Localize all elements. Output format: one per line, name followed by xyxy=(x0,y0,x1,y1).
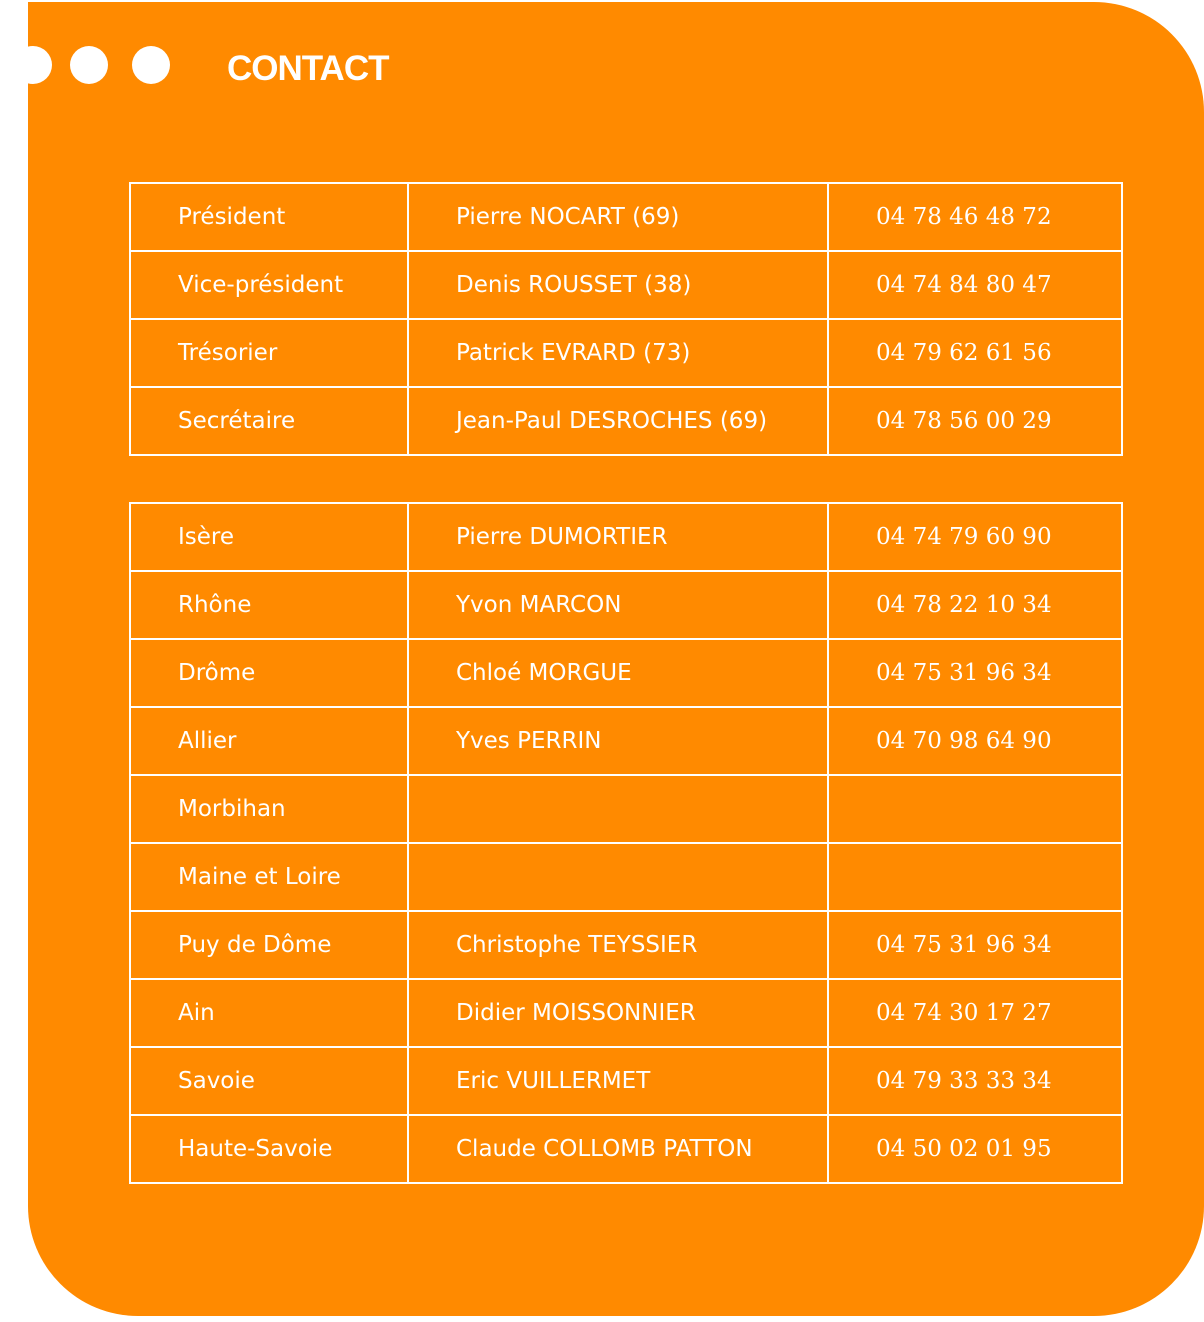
role-cell: Secrétaire xyxy=(130,387,408,455)
name-cell: Eric VUILLERMET xyxy=(408,1047,828,1115)
name-cell: Chloé MORGUE xyxy=(408,639,828,707)
dot-icon xyxy=(132,46,170,84)
table-row xyxy=(130,707,1122,775)
table-row xyxy=(130,251,1122,319)
name-cell: Didier MOISSONNIER xyxy=(408,979,828,1047)
name-cell: Denis ROUSSET (38) xyxy=(408,251,828,319)
table-row xyxy=(130,979,1122,1047)
role-cell: Vice-président xyxy=(130,251,408,319)
phone-cell: 04 75 31 96 34 xyxy=(828,911,1122,979)
phone-cell xyxy=(828,843,1122,911)
phone-cell: 04 78 22 10 34 xyxy=(828,571,1122,639)
table-row xyxy=(130,911,1122,979)
table-row xyxy=(130,183,1122,251)
region-cell: Haute-Savoie xyxy=(130,1115,408,1183)
role-cell: Président xyxy=(130,183,408,251)
table-row xyxy=(130,319,1122,387)
phone-cell: 04 74 79 60 90 xyxy=(828,503,1122,571)
phone-cell xyxy=(828,775,1122,843)
table-row xyxy=(130,775,1122,843)
phone-cell: 04 79 33 33 34 xyxy=(828,1047,1122,1115)
region-cell: Savoie xyxy=(130,1047,408,1115)
phone-cell: 04 70 98 64 90 xyxy=(828,707,1122,775)
phone-cell: 04 78 46 48 72 xyxy=(828,183,1122,251)
bureau-table xyxy=(129,182,1123,456)
dot-icon xyxy=(70,46,108,84)
phone-cell: 04 74 30 17 27 xyxy=(828,979,1122,1047)
name-cell: Patrick EVRARD (73) xyxy=(408,319,828,387)
phone-cell: 04 78 56 00 29 xyxy=(828,387,1122,455)
table-row xyxy=(130,387,1122,455)
region-cell: Maine et Loire xyxy=(130,843,408,911)
region-cell: Morbihan xyxy=(130,775,408,843)
phone-cell: 04 50 02 01 95 xyxy=(828,1115,1122,1183)
table-row xyxy=(130,503,1122,571)
region-cell: Isère xyxy=(130,503,408,571)
name-cell: Yvon MARCON xyxy=(408,571,828,639)
page-title: CONTACT xyxy=(227,49,389,88)
contact-card xyxy=(28,2,1204,1316)
table-row xyxy=(130,1115,1122,1183)
region-cell: Drôme xyxy=(130,639,408,707)
region-cell: Allier xyxy=(130,707,408,775)
name-cell: Jean-Paul DESROCHES (69) xyxy=(408,387,828,455)
table-row xyxy=(130,843,1122,911)
name-cell: Yves PERRIN xyxy=(408,707,828,775)
table-row xyxy=(130,571,1122,639)
dot-icon xyxy=(28,46,52,84)
regions-table xyxy=(129,502,1123,1184)
name-cell: Pierre DUMORTIER xyxy=(408,503,828,571)
region-cell: Ain xyxy=(130,979,408,1047)
table-row xyxy=(130,639,1122,707)
table-row xyxy=(130,1047,1122,1115)
phone-cell: 04 74 84 80 47 xyxy=(828,251,1122,319)
name-cell xyxy=(408,775,828,843)
phone-cell: 04 79 62 61 56 xyxy=(828,319,1122,387)
name-cell: Pierre NOCART (69) xyxy=(408,183,828,251)
region-cell: Rhône xyxy=(130,571,408,639)
region-cell: Puy de Dôme xyxy=(130,911,408,979)
name-cell xyxy=(408,843,828,911)
phone-cell: 04 75 31 96 34 xyxy=(828,639,1122,707)
name-cell: Christophe TEYSSIER xyxy=(408,911,828,979)
name-cell: Claude COLLOMB PATTON xyxy=(408,1115,828,1183)
role-cell: Trésorier xyxy=(130,319,408,387)
